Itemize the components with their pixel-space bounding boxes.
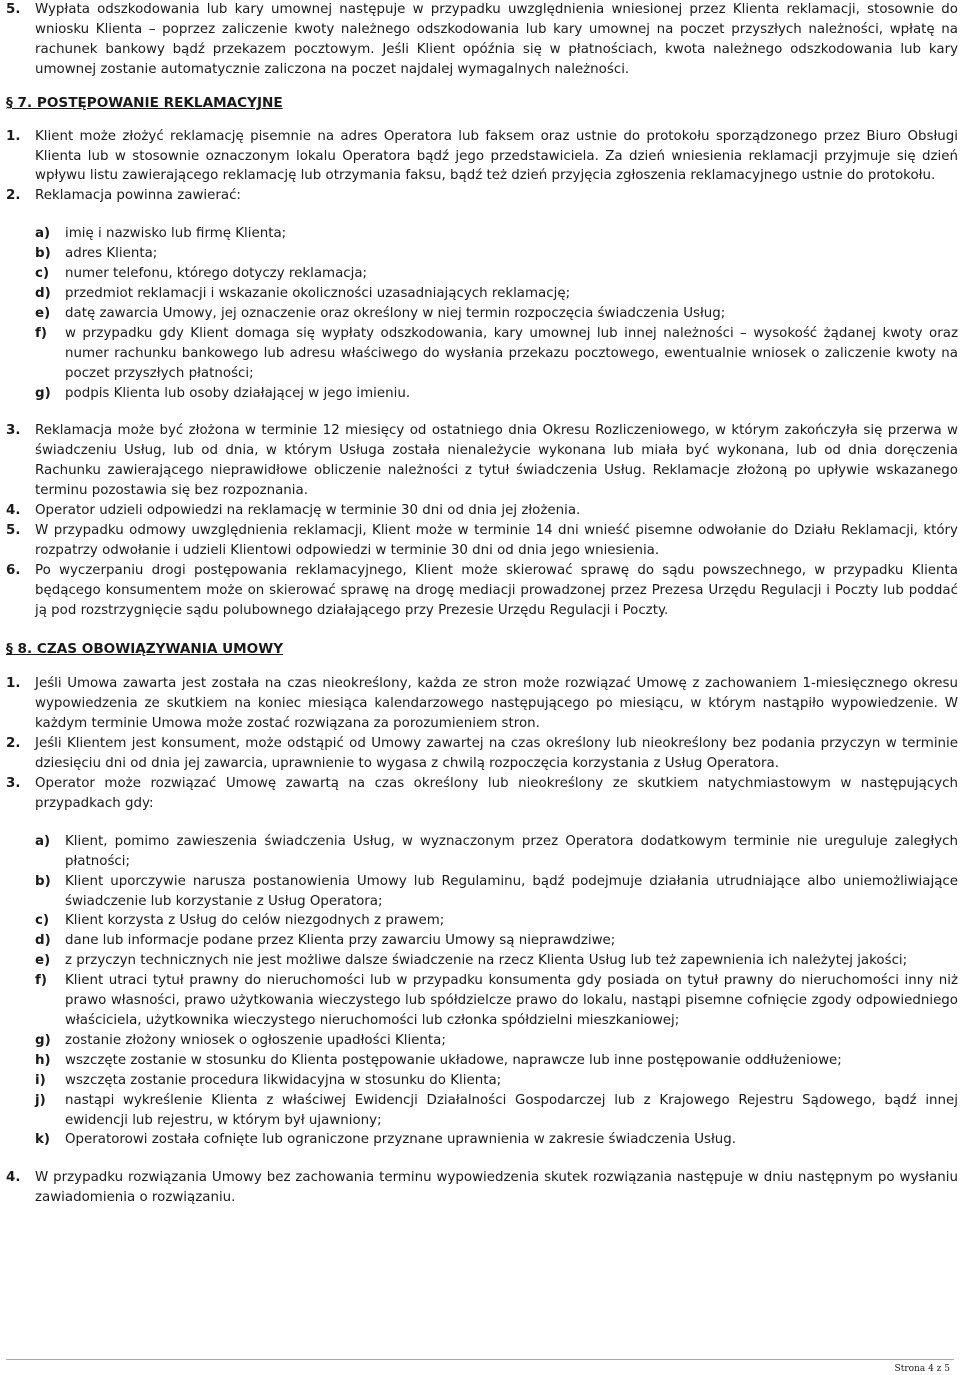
sub-list-item-text: wszczęte zostanie w stosunku do Klienta postępowanie układowe, naprawcze lub inne postępowanie oddłużeniowe; xyxy=(65,1052,842,1068)
list-item-text: Operator udzieli odpowiedzi na reklamację w terminie 30 dni od dnia jej złożenia. xyxy=(35,503,581,519)
sub-list-item xyxy=(6,971,958,1031)
sub-list-item-text: zostanie złożony wniosek o ogłoszenie upadłości Klienta; xyxy=(65,1032,446,1048)
list-item xyxy=(6,774,958,814)
sub-list-item-number: g) xyxy=(35,1032,51,1048)
list-item-text: Po wyczerpaniu drogi postępowania reklamacyjnego, Klient może skierować sprawę do sądu powszechnego, w przypadku Klienta będącego konsumentem może on skierować sprawę na drogę mediacji prowadzonej przez Prezesa Urzędu Regulacji i Poczty lub poddać ją pod rozstrzygnięcie sądu polubownego działającego przy Prezesie Urzędu Regulacji i Poczty. xyxy=(35,562,958,618)
sub-list-item-text: Klient korzysta z Usług do celów niezgodnych z prawem; xyxy=(65,913,445,929)
section-7-heading: § 7. POSTĘPOWANIE REKLAMACYJNE xyxy=(6,94,283,111)
list-item-number: 2. xyxy=(6,736,21,752)
list-item-text: W przypadku rozwiązania Umowy bez zachowania terminu wypowiedzenia skutek rozwiązania następuje w dniu następnym po wysłaniu zawiadomienia o rozwiązaniu. xyxy=(35,1170,958,1206)
sub-list-item xyxy=(6,324,958,384)
list-item xyxy=(6,734,958,774)
list-item xyxy=(6,127,958,187)
sub-list-item-number: e) xyxy=(35,953,51,969)
sub-list-item xyxy=(6,1091,958,1131)
sub-list-item-text: Klient utraci tytuł prawny do nieruchomości lub w przypadku konsumenta gdy posiada on tytuł prawny do nieruchomości inny niż prawo własności, prawo użytkowania wieczystego lub spółdzielcze prawo do lokalu, nastąpi pisemne cofnięcie zgody odpowiedniego właściciela, użytkownika wieczystego nieruchomości lub członka spółdzielni mieszkaniowej; xyxy=(65,973,958,1028)
sub-list-item xyxy=(6,244,958,264)
section-8-heading: § 8. CZAS OBOWIĄZYWANIA UMOWY xyxy=(6,641,284,658)
list-item xyxy=(6,421,958,501)
sub-list-item-text: nastąpi wykreślenie Klienta z właściwej Ewidencji Działalności Gospodarczej lub z Krajowego Rejestru Sądowego, bądź innej ewidencji lub rejestru, w którym był ujawniony; xyxy=(65,1092,958,1128)
sub-list-item-number: k) xyxy=(35,1132,51,1148)
list-item-number: 1. xyxy=(6,128,21,144)
list-item-number: 4. xyxy=(6,503,21,519)
list-item-number: 6. xyxy=(6,562,21,578)
sub-list-item xyxy=(6,1130,958,1150)
sub-list-item-number: g) xyxy=(35,385,51,401)
list-item xyxy=(6,501,958,521)
sub-list-item-number: d) xyxy=(35,285,51,301)
list-item-text: Reklamacja powinna zawierać: xyxy=(35,188,241,204)
list-item-number: 1. xyxy=(6,676,21,692)
sub-list-item xyxy=(6,304,958,324)
sub-list-item-text: adres Klienta; xyxy=(65,246,158,262)
sub-list-item-number: d) xyxy=(35,933,51,949)
sub-list-item-text: Klient, pomimo zawieszenia świadczenia Usług, w wyznaczonym przez Operatora dodatkowym terminie nie ureguluje zaległych płatności; xyxy=(65,833,958,869)
list-item xyxy=(6,561,958,621)
sub-list-item-number: f) xyxy=(35,973,47,989)
list-item-number: 4. xyxy=(6,1170,21,1186)
sub-list-item-number: c) xyxy=(35,266,50,282)
list-item-text: Reklamacja może być złożona w terminie 12 miesięcy od ostatniego dnia Okresu Rozliczeniowego, w którym zakończyła się przerwa w świadczeniu Usług, lub od dnia, w którym Usługa została nienależycie wykonana lub miała być wykonana, lub od dnia doręczenia Rachunku zawierającego nieprawidłowe obliczenie należności z tytuł świadczenia Usług. Reklamacje złożoną po upływie wskazanego terminu pozostawia się bez rozpoznania. xyxy=(35,423,958,499)
list-item-number: 5. xyxy=(6,2,21,17)
list-item xyxy=(6,186,958,206)
list-item-text: Jeśli Klientem jest konsument, może odstąpić od Umowy zawartej na czas określony lub nieokreślony bez podania przyczyn w terminie dziesięciu dni od dnia jej zawarcia, uprawnienie to wygasa z chwilą rozpoczęcia korzystania z Usług Operatora. xyxy=(35,736,958,772)
sub-list-item-number: c) xyxy=(35,913,50,929)
list-item-text: Wypłata odszkodowania lub kary umownej następuje w przypadku uwzględnienia wniesionej przez Klienta reklamacji, stosownie do wniosku Klienta – poprzez zaliczenie kwoty należnego odszkodowania lub kary umownej na poczet przyszłych należności, wpłatę na rachunek bankowy bądź przekazem pocztowym. Jeśli Klient opóźnia się w płatnościach, kwota należnego odszkodowania lub kary umownej zostanie automatycznie zaliczona na poczet najdalej wymagalnych należności. xyxy=(35,2,958,77)
sub-list-item xyxy=(6,911,958,931)
sub-list-item xyxy=(6,1031,958,1051)
section-8-items-continued xyxy=(6,1168,958,1208)
sub-list-item xyxy=(6,872,958,912)
list-item xyxy=(6,0,958,80)
sub-list-item xyxy=(6,951,958,971)
sub-list-item-text: numer telefonu, którego dotyczy reklamacja; xyxy=(65,266,368,282)
sub-list-item-number: h) xyxy=(35,1052,51,1068)
sub-list-item-number: a) xyxy=(35,226,51,242)
page-footer xyxy=(6,1359,954,1374)
sub-list-item-number: b) xyxy=(35,873,51,889)
section-7-items-continued xyxy=(6,421,958,620)
list-item-text: Operator może rozwiązać Umowę zawartą na czas określony lub nieokreślony ze skutkiem natychmiastowym w następujących przypadkach gdy: xyxy=(35,776,958,811)
sub-list-item-number: b) xyxy=(35,246,51,262)
sub-list-item xyxy=(6,264,958,284)
sub-list-item xyxy=(6,832,958,872)
sub-list-item-number: j) xyxy=(35,1092,46,1108)
page-number: Strona 4 z 5 xyxy=(894,1364,950,1374)
sub-list-item-number: e) xyxy=(35,305,51,321)
sub-list-item-text: dane lub informacje podane przez Klienta przy zawarciu Umowy są nieprawdziwe; xyxy=(65,933,616,949)
section-7-items xyxy=(6,127,958,207)
sub-list-item xyxy=(6,284,958,304)
list-item xyxy=(6,674,958,734)
list-item-text: Klient może złożyć reklamację pisemnie na adres Operatora lub faksem oraz ustnie do protokołu sporządzonego przez Biuro Obsługi Klienta lub w stosownie oznaczonym lokalu Operatora bądź jego przedstawiciela. Za dzień wniesienia reklamacji przyjmuje się dzień wpływu listu zawierającego reklamację lub otrzymania faksu, bądź też dzień przyjęcia zgłoszenia reklamacyjnego ustnie do protokołu. xyxy=(35,128,958,184)
sub-list-item-text: w przypadku gdy Klient domaga się wypłaty odszkodowania, kary umownej lub innej należności – wysokość żądanej kwoty oraz numer rachunku bankowego lub adresu właściwego do wysłania przekazu pocztowego, ewentualnie wniosek o zaliczenie kwoty na poczet przyszłych płatności; xyxy=(65,325,958,381)
list-item-number: 3. xyxy=(6,423,21,439)
sub-list-item-text: przedmiot reklamacji i wskazanie okoliczności uzasadniających reklamację; xyxy=(65,285,571,301)
sub-list-item-text: z przyczyn technicznych nie jest możliwe dalsze świadczenie na rzecz Klienta Usług lub też zapewnienia ich należytej jakości; xyxy=(65,953,908,969)
sub-list-item-text: podpis Klienta lub osoby działającej w jego imieniu. xyxy=(65,385,411,401)
sub-list-item-text: datę zawarcia Umowy, jej oznaczenie oraz określony w niej termin rozpoczęcia świadczenia Usług; xyxy=(65,305,726,321)
sub-list-item-text: wszczęta zostanie procedura likwidacyjna w stosunku do Klienta; xyxy=(65,1072,502,1088)
sub-list-item-number: a) xyxy=(35,833,51,849)
section-8-items xyxy=(6,674,958,813)
list-item-text: Jeśli Umowa zawarta jest została na czas nieokreślony, każda ze stron może rozwiązać Umowę z zachowaniem 1-miesięcznego okresu wypowiedzenia ze skutkiem na koniec miesiąca kalendarzowego następującego po miesiącu, w którym nastąpiło wypowiedzenie. W każdym terminie Umowa może zostać rozwiązana za porozumieniem stron. xyxy=(35,676,958,732)
section-6-continued xyxy=(6,0,958,80)
section-8-sublist xyxy=(6,832,958,1151)
list-item-number: 3. xyxy=(6,776,21,791)
sub-list-item xyxy=(6,224,958,244)
sub-list-item-number: i) xyxy=(35,1072,46,1088)
sub-list-item-text: imię i nazwisko lub firmę Klienta; xyxy=(65,226,287,242)
sub-list-item-text: Klient uporczywie narusza postanowienia Umowy lub Regulaminu, bądź podejmuje działania utrudniające albo uniemożliwiające świadczenie lub korzystanie z Usług Operatora; xyxy=(65,873,958,909)
sub-list-item-text: Operatorowi została cofnięte lub ograniczone przyznane uprawnienia w zakresie świadczenia Usług. xyxy=(65,1132,737,1148)
section-7-sublist xyxy=(6,224,958,403)
list-item-number: 5. xyxy=(6,522,21,538)
sub-list-item xyxy=(6,1071,958,1091)
list-item-number: 2. xyxy=(6,188,21,204)
sub-list-item xyxy=(6,931,958,951)
document-page xyxy=(6,0,958,1208)
list-item-text: W przypadku odmowy uwzględnienia reklamacji, Klient może w terminie 14 dni wnieść pisemne odwołanie do Działu Reklamacji, który rozpatrzy odwołanie i udzieli Klientowi odpowiedzi w terminie 30 dni od dnia jego wniesienia. xyxy=(35,522,958,558)
list-item xyxy=(6,521,958,561)
list-item xyxy=(6,1168,958,1208)
sub-list-item xyxy=(6,384,958,404)
sub-list-item xyxy=(6,1051,958,1071)
sub-list-item-number: f) xyxy=(35,325,47,341)
